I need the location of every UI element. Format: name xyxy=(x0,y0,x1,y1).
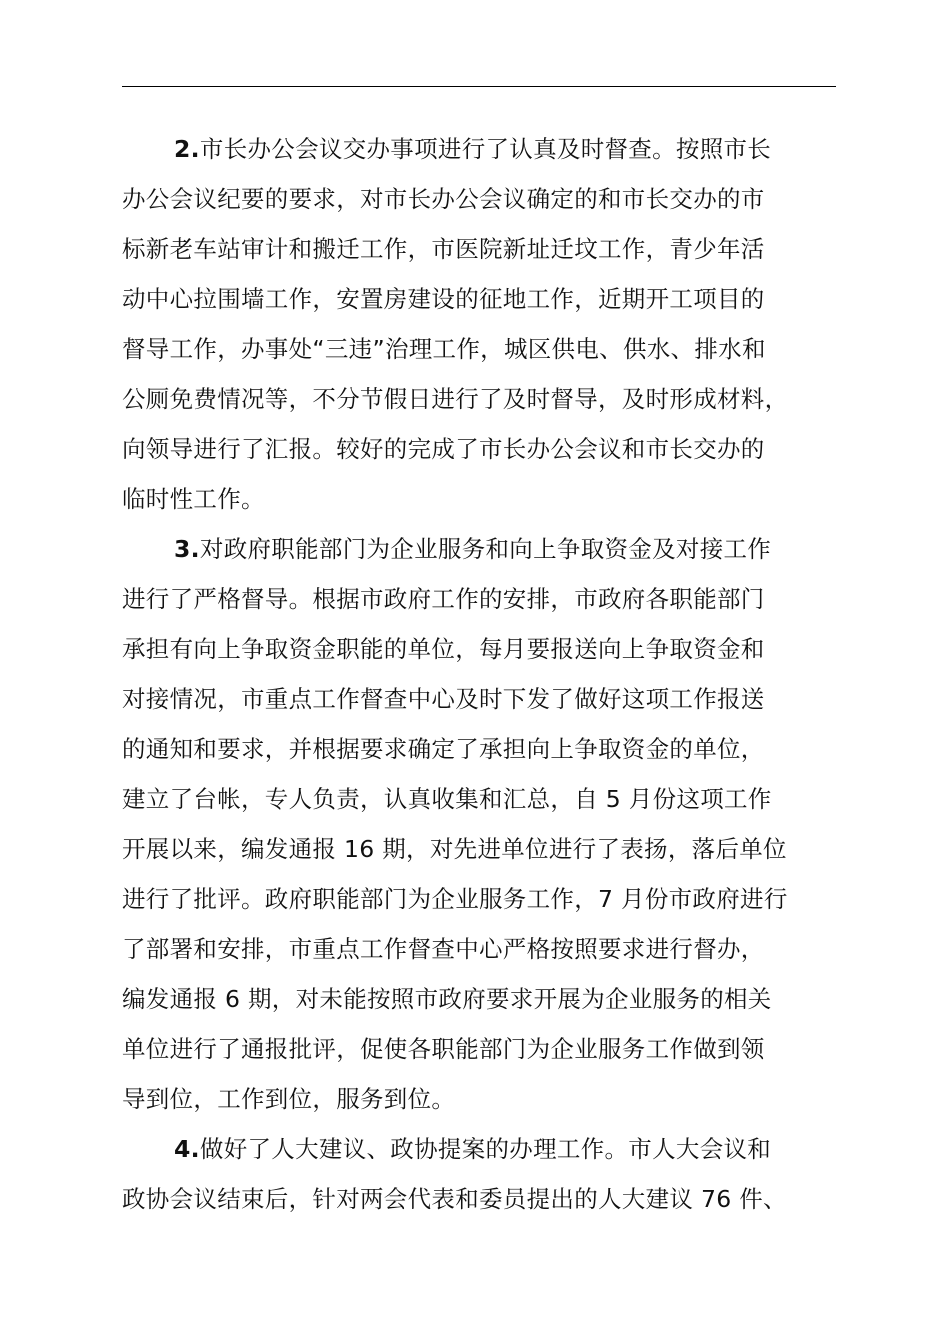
document-body xyxy=(122,124,857,1224)
paragraph-line: 2.市长办公会议交办事项进行了认真及时督查。按照市长 xyxy=(174,135,772,163)
paragraph-line: 对接情况，市重点工作督查中心及时下发了做好这项工作报送 xyxy=(122,685,765,713)
paragraph-line: 标新老车站审计和搬迁工作，市医院新址迁坟工作，青少年活 xyxy=(122,235,765,263)
paragraph-line: 动中心拉围墙工作，安置房建设的征地工作，近期开工项目的 xyxy=(122,285,765,313)
paragraph-line: 临时性工作。 xyxy=(122,485,265,513)
paragraph-3 xyxy=(122,524,857,1124)
paragraph-line: 公厕免费情况等，不分节假日进行了及时督导，及时形成材料， xyxy=(122,385,789,413)
paragraph-line: 政协会议结束后，针对两会代表和委员提出的人大建议 76 件、 xyxy=(122,1185,787,1213)
paragraph-number: 3. xyxy=(174,535,200,563)
paragraph-line: 开展以来，编发通报 16 期，对先进单位进行了表扬，落后单位 xyxy=(122,835,787,863)
paragraph-line: 编发通报 6 期，对未能按照市政府要求开展为企业服务的相关 xyxy=(122,985,772,1013)
paragraph-line: 3.对政府职能部门为企业服务和向上争取资金及对接工作 xyxy=(174,535,772,563)
paragraph-line: 导到位，工作到位，服务到位。 xyxy=(122,1085,456,1113)
paragraph-line: 承担有向上争取资金职能的单位，每月要报送向上争取资金和 xyxy=(122,635,765,663)
header-rule xyxy=(122,86,836,87)
paragraph-line: 建立了台帐，专人负责，认真收集和汇总，自 5 月份这项工作 xyxy=(122,785,772,813)
paragraph-line: 了部署和安排，市重点工作督查中心严格按照要求进行督办， xyxy=(122,935,765,963)
paragraph-line: 督导工作，办事处“三违”治理工作，城区供电、供水、排水和 xyxy=(122,335,766,363)
paragraph-number: 4. xyxy=(174,1135,200,1163)
paragraph-line: 向领导进行了汇报。较好的完成了市长办公会议和市长交办的 xyxy=(122,435,765,463)
paragraph-line: 的通知和要求，并根据要求确定了承担向上争取资金的单位， xyxy=(122,735,765,763)
paragraph-2 xyxy=(122,124,857,524)
paragraph-line: 进行了严格督导。根据市政府工作的安排，市政府各职能部门 xyxy=(122,585,765,613)
paragraph-line: 办公会议纪要的要求，对市长办公会议确定的和市长交办的市 xyxy=(122,185,765,213)
paragraph-line: 单位进行了通报批评，促使各职能部门为企业服务工作做到领 xyxy=(122,1035,765,1063)
paragraph-number: 2. xyxy=(174,135,200,163)
paragraph-4 xyxy=(122,1124,857,1224)
paragraph-line: 进行了批评。政府职能部门为企业服务工作，7 月份市政府进行 xyxy=(122,885,788,913)
paragraph-line: 4.做好了人大建议、政协提案的办理工作。市人大会议和 xyxy=(174,1135,772,1163)
